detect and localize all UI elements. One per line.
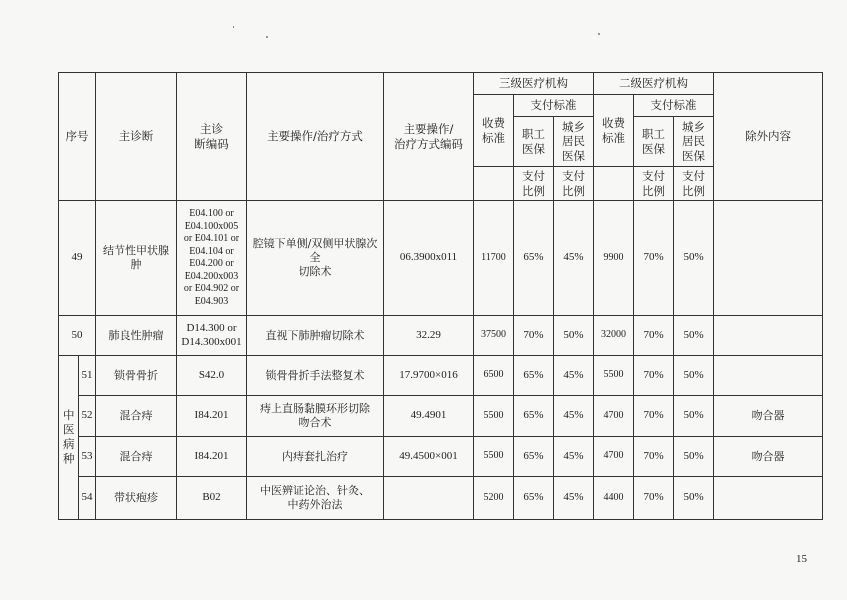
row-diagnosis: 混合痔	[96, 437, 177, 477]
table-row	[59, 477, 823, 520]
table-row	[59, 316, 823, 356]
row-operation: 痔上直肠黏膜环形切除 吻合术	[247, 396, 384, 437]
tier2-header: 二级医疗机构	[594, 73, 714, 95]
row-worker3: 65%	[514, 477, 554, 520]
scan-speck	[233, 26, 234, 28]
row-diagnosis: 肺良性肿瘤	[96, 316, 177, 356]
row-resident3: 45%	[554, 396, 594, 437]
row-excluded: 吻合器	[714, 396, 823, 437]
tier3-paystd-header: 支付标准	[514, 95, 594, 117]
tier3-fee-header: 收费 标准	[474, 95, 514, 167]
row-worker2: 70%	[634, 356, 674, 396]
row-operation: 锁骨骨折手法整复术	[247, 356, 384, 396]
row-seq: 53	[79, 437, 96, 477]
row-worker2: 70%	[634, 437, 674, 477]
tier2-worker-ratio-header: 支付 比例	[634, 167, 674, 201]
row-excluded	[714, 477, 823, 520]
row-code: I84.201	[177, 437, 247, 477]
col-opcode-header: 主要操作/ 治疗方式编码	[384, 73, 474, 201]
row-fee3: 11700	[474, 201, 514, 316]
row-fee2: 5500	[594, 356, 634, 396]
row-operation: 腔镜下单侧/双侧甲状腺次全 切除术	[247, 201, 384, 316]
col-seq-header: 序号	[59, 73, 96, 201]
row-code: D14.300 or D14.300x001	[177, 316, 247, 356]
header-row	[59, 73, 823, 95]
row-resident2: 50%	[674, 477, 714, 520]
table-row	[59, 201, 823, 316]
row-worker3: 65%	[514, 201, 554, 316]
col-excluded-header: 除外内容	[714, 73, 823, 201]
row-operation: 中医辨证论治、针灸、 中药外治法	[247, 477, 384, 520]
row-resident2: 50%	[674, 201, 714, 316]
row-opcode: 06.3900x011	[384, 201, 474, 316]
row-resident2: 50%	[674, 316, 714, 356]
row-diagnosis: 结节性甲状腺肿	[96, 201, 177, 316]
row-diagnosis: 锁骨骨折	[96, 356, 177, 396]
row-worker3: 65%	[514, 396, 554, 437]
tier3-fee-blank	[474, 167, 514, 201]
row-fee3: 5500	[474, 396, 514, 437]
row-operation: 内痔套扎治疗	[247, 437, 384, 477]
row-fee2: 4700	[594, 437, 634, 477]
table-row	[59, 356, 823, 396]
tier2-fee-blank	[594, 167, 634, 201]
tcm-group-label: 中医病种	[59, 356, 79, 520]
row-fee2: 4400	[594, 477, 634, 520]
scan-speck	[598, 33, 600, 35]
row-seq: 49	[59, 201, 96, 316]
row-code: E04.100 or E04.100x005 or E04.101 or E04.104 or E04.200 or E04.200x003 or E04.902 or E04.903	[177, 201, 247, 316]
tier2-worker-header: 职工 医保	[634, 117, 674, 167]
tier2-resident-header: 城乡 居民 医保	[674, 117, 714, 167]
table-row	[59, 437, 823, 477]
row-code: I84.201	[177, 396, 247, 437]
row-resident3: 45%	[554, 437, 594, 477]
row-diagnosis: 混合痔	[96, 396, 177, 437]
row-operation: 直视下肺肿瘤切除术	[247, 316, 384, 356]
row-seq: 54	[79, 477, 96, 520]
row-seq: 51	[79, 356, 96, 396]
row-resident3: 45%	[554, 356, 594, 396]
tier3-resident-ratio-header: 支付 比例	[554, 167, 594, 201]
row-diagnosis: 带状疱疹	[96, 477, 177, 520]
tier2-fee-header: 收费 标准	[594, 95, 634, 167]
col-diagnosis-header: 主诊断	[96, 73, 177, 201]
row-worker2: 70%	[634, 396, 674, 437]
row-excluded	[714, 356, 823, 396]
table-row	[59, 396, 823, 437]
row-resident2: 50%	[674, 396, 714, 437]
row-code: B02	[177, 477, 247, 520]
tier3-header: 三级医疗机构	[474, 73, 594, 95]
row-fee3: 37500	[474, 316, 514, 356]
row-worker3: 70%	[514, 316, 554, 356]
page-number: 15	[796, 553, 807, 565]
col-operation-header: 主要操作/治疗方式	[247, 73, 384, 201]
row-opcode: 17.9700×016	[384, 356, 474, 396]
row-fee3: 5200	[474, 477, 514, 520]
row-opcode: 32.29	[384, 316, 474, 356]
tier3-worker-ratio-header: 支付 比例	[514, 167, 554, 201]
row-resident2: 50%	[674, 437, 714, 477]
row-resident3: 45%	[554, 477, 594, 520]
row-opcode: 49.4500×001	[384, 437, 474, 477]
row-code: S42.0	[177, 356, 247, 396]
row-excluded	[714, 316, 823, 356]
tier2-paystd-header: 支付标准	[634, 95, 714, 117]
row-worker2: 70%	[634, 201, 674, 316]
row-resident2: 50%	[674, 356, 714, 396]
row-resident3: 45%	[554, 201, 594, 316]
row-fee2: 4700	[594, 396, 634, 437]
payment-standard-table	[58, 72, 823, 520]
row-fee2: 9900	[594, 201, 634, 316]
row-fee3: 5500	[474, 437, 514, 477]
row-excluded: 吻合器	[714, 437, 823, 477]
col-code-header: 主诊 断编码	[177, 73, 247, 201]
row-opcode	[384, 477, 474, 520]
row-excluded	[714, 201, 823, 316]
tier3-resident-header: 城乡 居民 医保	[554, 117, 594, 167]
row-fee3: 6500	[474, 356, 514, 396]
row-seq: 52	[79, 396, 96, 437]
row-opcode: 49.4901	[384, 396, 474, 437]
scan-speck	[266, 36, 268, 38]
tier2-resident-ratio-header: 支付 比例	[674, 167, 714, 201]
row-worker2: 70%	[634, 316, 674, 356]
row-worker2: 70%	[634, 477, 674, 520]
tier3-worker-header: 职工 医保	[514, 117, 554, 167]
row-seq: 50	[59, 316, 96, 356]
row-resident3: 50%	[554, 316, 594, 356]
row-worker3: 65%	[514, 437, 554, 477]
row-fee2: 32000	[594, 316, 634, 356]
row-worker3: 65%	[514, 356, 554, 396]
